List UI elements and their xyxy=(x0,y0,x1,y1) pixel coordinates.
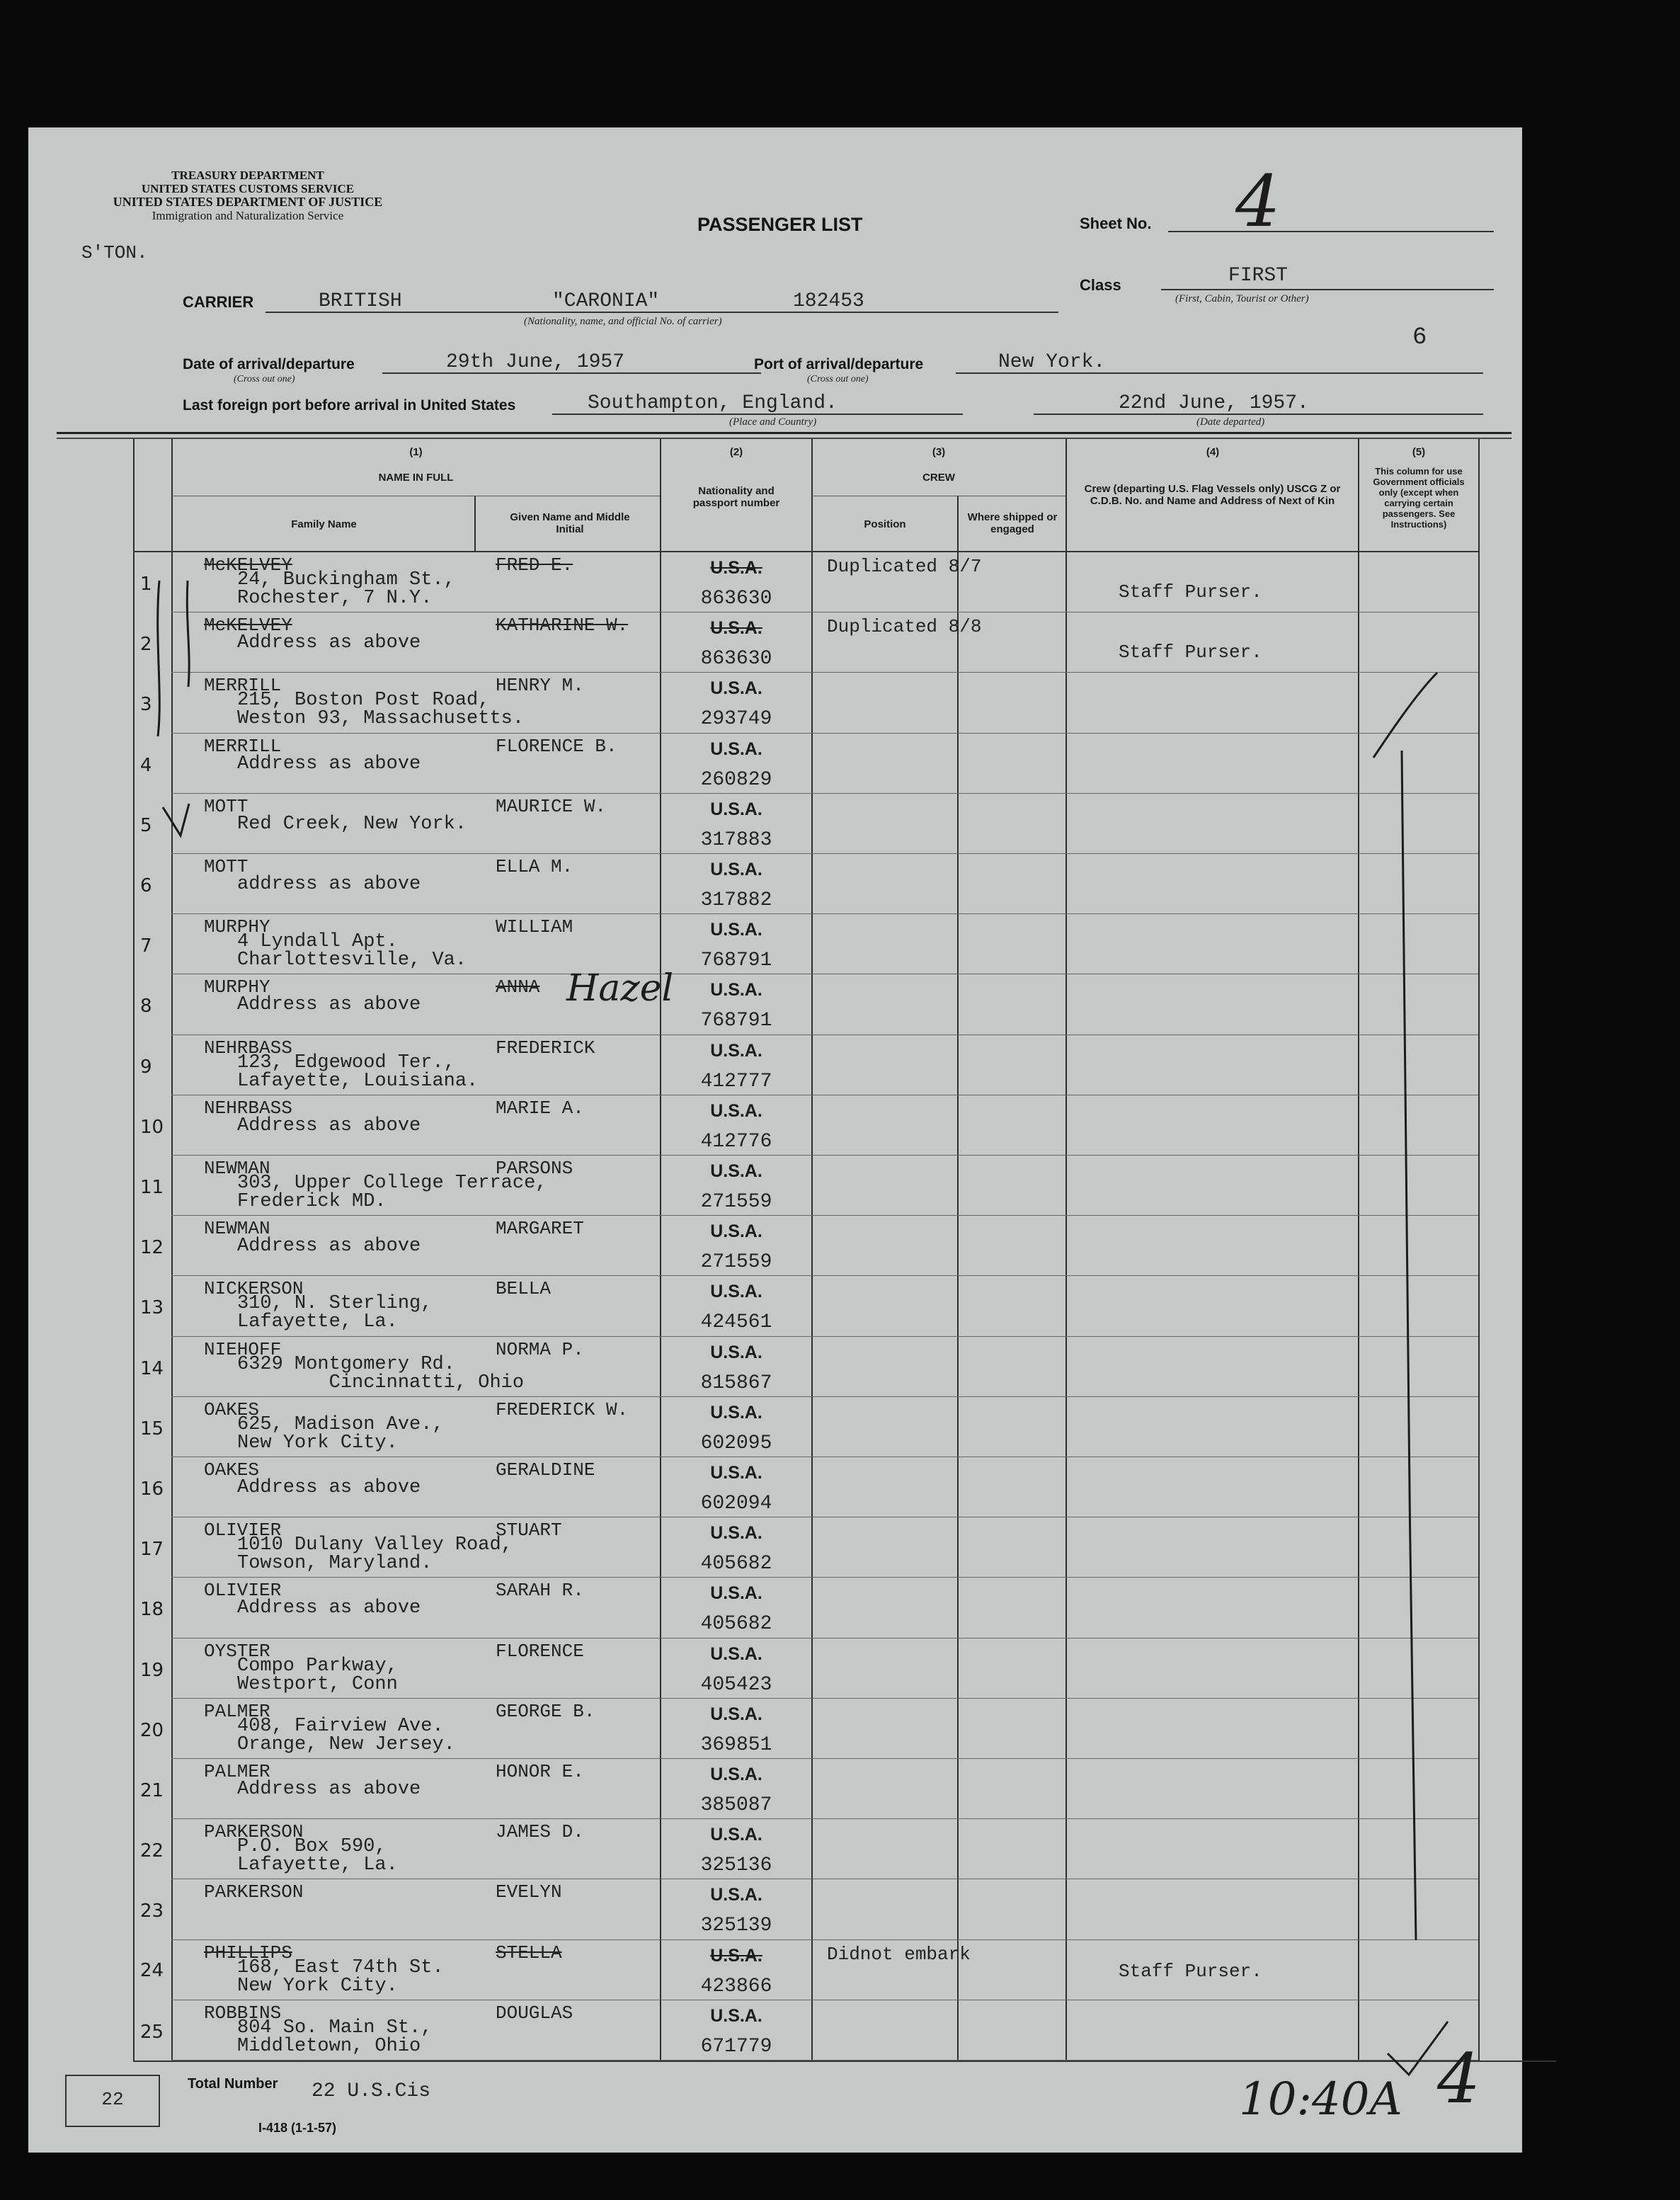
nationality: U.S.A. xyxy=(710,799,762,819)
address: Address as above xyxy=(237,1477,421,1498)
passport-number: 412777 xyxy=(700,1070,772,1093)
address: Address as above xyxy=(237,753,421,775)
given-name: MARIE A. xyxy=(496,1097,584,1119)
given-name: FLORENCE B. xyxy=(496,735,617,757)
nationality: U.S.A. xyxy=(710,1040,762,1061)
handwritten-marks xyxy=(28,127,1522,2153)
given-name: SARAH R. xyxy=(496,1580,584,1602)
family-name: NEHRBASS xyxy=(204,1097,292,1119)
col4-number: (4) xyxy=(1206,446,1220,458)
given-name: JAMES D. xyxy=(496,1821,584,1843)
total-label: Total Number xyxy=(188,2076,278,2092)
next-of-kin: Staff Purser. xyxy=(1119,642,1262,663)
passport-number: 405682 xyxy=(700,1613,772,1636)
given-name: BELLA xyxy=(496,1278,552,1300)
row-number: 20 xyxy=(140,1719,164,1741)
col3-position: Position xyxy=(864,518,906,530)
row-number: 22 xyxy=(140,1840,164,1862)
col3-title: CREW xyxy=(922,472,955,484)
family-name: MURPHY xyxy=(204,976,270,998)
dept-line-4: Immigration and Naturalization Service xyxy=(152,209,344,222)
nationality: U.S.A. xyxy=(710,1583,762,1604)
next-of-kin: Staff Purser. xyxy=(1119,581,1262,603)
family-name: MURPHY xyxy=(204,916,270,938)
nationality: U.S.A. xyxy=(710,1643,762,1664)
last-port-value: Southampton, England. xyxy=(588,392,838,414)
family-name: McKELVEY xyxy=(204,554,292,576)
crew-position: Didnot embark xyxy=(827,1943,971,1965)
dept-line-1: TREASURY DEPARTMENT xyxy=(171,169,324,182)
carrier-name: "CARONIA" xyxy=(552,290,660,312)
form-id: I-418 (1-1-57) xyxy=(258,2121,337,2135)
given-name: FLORENCE xyxy=(496,1640,584,1662)
col1-family: Family Name xyxy=(291,518,357,530)
nationality: U.S.A. xyxy=(710,618,762,639)
nationality: U.S.A. xyxy=(710,739,762,759)
address: 123, Edgewood Ter., Lafayette, Louisiana. xyxy=(237,1051,479,1092)
passport-number: 424561 xyxy=(700,1311,772,1334)
given-name: HONOR E. xyxy=(496,1761,584,1782)
nationality: U.S.A. xyxy=(710,1523,762,1544)
passport-number: 423866 xyxy=(700,1975,772,1997)
col2-title: Nationality and passport number xyxy=(692,485,780,509)
passport-number: 325136 xyxy=(700,1854,772,1877)
address: 310, N. Sterling, Lafayette, La. xyxy=(237,1293,433,1333)
nationality: U.S.A. xyxy=(710,1221,762,1242)
family-name: NICKERSON xyxy=(204,1278,304,1300)
family-name: NEWMAN xyxy=(204,1218,270,1240)
passport-number: 768791 xyxy=(700,950,772,972)
given-name: MARGARET xyxy=(496,1218,584,1240)
row-number: 10 xyxy=(140,1116,164,1138)
family-name: MERRILL xyxy=(204,735,282,757)
departed-value: 22nd June, 1957. xyxy=(1119,392,1309,414)
passport-number: 271559 xyxy=(700,1251,772,1274)
row-number: 13 xyxy=(140,1297,164,1319)
row-number: 24 xyxy=(140,1959,164,1981)
address: Address as above xyxy=(237,1597,421,1619)
port-stamp: S'TON. xyxy=(81,242,148,263)
row-number: 6 xyxy=(140,875,152,896)
address: Compo Parkway, Westport, Conn xyxy=(237,1655,398,1695)
nationality: U.S.A. xyxy=(710,1885,762,1905)
port-hint: (Cross out one) xyxy=(807,374,869,384)
passport-number: 260829 xyxy=(700,768,772,791)
family-name: McKELVEY xyxy=(204,615,292,637)
row-number: 4 xyxy=(140,754,152,776)
row-number: 21 xyxy=(140,1780,164,1801)
next-of-kin: Staff Purser. xyxy=(1119,1960,1262,1982)
date-value: 29th June, 1957 xyxy=(446,351,625,373)
address: 6329 Montgomery Rd. Cincinnatti, Ohio xyxy=(237,1353,525,1393)
family-name: OYSTER xyxy=(204,1640,270,1662)
row-number: 17 xyxy=(140,1539,164,1561)
row-number: 15 xyxy=(140,1418,164,1440)
address: 625, Madison Ave., New York City. xyxy=(237,1413,444,1454)
passport-number: 405423 xyxy=(700,1673,772,1696)
col1-number: (1) xyxy=(409,446,423,458)
port-value: New York. xyxy=(998,351,1106,373)
family-name: NEHRBASS xyxy=(204,1037,292,1059)
nationality: U.S.A. xyxy=(710,920,762,940)
address: Red Creek, New York. xyxy=(237,813,467,835)
address: 408, Fairview Ave. Orange, New Jersey. xyxy=(237,1715,455,1755)
given-name: NORMA P. xyxy=(496,1338,584,1360)
address: 215, Boston Post Road, Weston 93, Massachusetts. xyxy=(237,690,525,730)
nationality: U.S.A. xyxy=(710,1463,762,1483)
carrier-nationality: BRITISH xyxy=(319,290,402,312)
crew-position: Duplicated 8/7 xyxy=(827,556,982,577)
carrier-hint: (Nationality, name, and official No. of carrier) xyxy=(524,316,722,327)
col3-number: (3) xyxy=(932,446,946,458)
given-name: GEORGE B. xyxy=(496,1700,595,1722)
sheet-label: Sheet No. xyxy=(1080,215,1152,232)
passenger-list-sheet xyxy=(28,127,1522,2153)
departed-hint: (Date departed) xyxy=(1196,416,1265,428)
nationality: U.S.A. xyxy=(710,1765,762,1784)
address: Address as above xyxy=(237,632,421,654)
row-number: 7 xyxy=(140,935,152,957)
passport-number: 271559 xyxy=(700,1191,772,1213)
col1-given: Given Name and Middle Initial xyxy=(510,511,630,535)
family-name: PALMER xyxy=(204,1700,270,1722)
given-name: FREDERICK W. xyxy=(496,1398,629,1420)
family-name: OAKES xyxy=(204,1398,260,1420)
date-label: Date of arrival/departure xyxy=(183,356,355,372)
row-number: 12 xyxy=(140,1237,164,1259)
given-name: ANNA xyxy=(496,976,540,998)
address: 168, East 74th St. New York City. xyxy=(237,1956,444,1997)
last-port-hint: (Place and Country) xyxy=(729,416,817,428)
row-number: 3 xyxy=(140,694,152,716)
address: Address as above xyxy=(237,1779,421,1800)
col4-title: Crew (departing U.S. Flag Vessels only) USCG Z or C.D.B. No. and Name and Address of Next of Kin xyxy=(1084,483,1341,507)
given-name: PARSONS xyxy=(496,1158,573,1179)
family-name: OAKES xyxy=(204,1459,260,1481)
given-name: DOUGLAS xyxy=(496,2002,573,2024)
passport-number: 317882 xyxy=(700,889,772,911)
passport-number: 293749 xyxy=(700,708,772,731)
passport-number: 602094 xyxy=(700,1493,772,1515)
dept-line-3: UNITED STATES DEPARTMENT OF JUSTICE xyxy=(113,195,383,209)
nationality: U.S.A. xyxy=(710,1704,762,1724)
carrier-label: CARRIER xyxy=(183,293,254,311)
passport-number: 602095 xyxy=(700,1432,772,1454)
given-name: FREDERICK xyxy=(496,1037,595,1059)
nationality: U.S.A. xyxy=(710,1161,762,1181)
given-name: ELLA M. xyxy=(496,856,573,877)
given-name: STUART xyxy=(496,1520,562,1541)
col5-title: This column for use Government officials only (except when carrying certain passengers. See Instructions) xyxy=(1373,466,1465,530)
time-note: 10:40A xyxy=(1239,2073,1402,2126)
carrier-number: 182453 xyxy=(793,290,864,312)
given-name-correction: Hazel xyxy=(566,967,674,1010)
row-number: 8 xyxy=(140,996,152,1018)
passport-number: 405682 xyxy=(700,1553,772,1575)
col5-number: (5) xyxy=(1412,446,1426,458)
port-label: Port of arrival/departure xyxy=(754,356,924,372)
given-name: GERALDINE xyxy=(496,1459,595,1481)
given-name: HENRY M. xyxy=(496,675,584,697)
sheet-number: 4 xyxy=(1235,160,1281,243)
row-number: 5 xyxy=(140,814,152,836)
count-box-value: 22 xyxy=(101,2089,124,2110)
row-number: 18 xyxy=(140,1599,164,1621)
family-name: NIEHOFF xyxy=(204,1338,282,1360)
address: 303, Upper College Terrace, Frederick MD. xyxy=(237,1173,547,1212)
passport-number: 768791 xyxy=(700,1010,772,1032)
given-name: MAURICE W. xyxy=(496,795,607,817)
row-number: 25 xyxy=(140,2021,164,2043)
family-name: ROBBINS xyxy=(204,2002,282,2024)
row-number: 9 xyxy=(140,1056,152,1078)
nationality: U.S.A. xyxy=(710,1100,762,1121)
nationality: U.S.A. xyxy=(710,678,762,699)
col2-number: (2) xyxy=(729,446,743,458)
passport-number: 317883 xyxy=(700,828,772,851)
col1-title: NAME IN FULL xyxy=(378,472,454,484)
given-name: FRED E. xyxy=(496,554,573,576)
class-hint: (First, Cabin, Tourist or Other) xyxy=(1175,293,1309,304)
row-number: 14 xyxy=(140,1357,164,1379)
family-name: MOTT xyxy=(204,795,248,817)
passport-number: 671779 xyxy=(700,2035,772,2058)
family-name: PHILLIPS xyxy=(204,1942,292,1964)
given-name: KATHARINE W. xyxy=(496,615,629,637)
family-name: MERRILL xyxy=(204,675,282,697)
passport-number: 325139 xyxy=(700,1915,772,1937)
form-title: PASSENGER LIST xyxy=(697,214,863,235)
row-number: 23 xyxy=(140,1900,164,1922)
address: address as above xyxy=(237,874,421,895)
family-name: MOTT xyxy=(204,856,248,877)
nationality: U.S.A. xyxy=(710,1282,762,1302)
nationality: U.S.A. xyxy=(710,1402,762,1423)
family-name: PARKERSON xyxy=(204,1881,304,1903)
class-label: Class xyxy=(1080,276,1121,294)
col3-where: Where shipped or engaged xyxy=(967,511,1058,535)
passport-number: 863630 xyxy=(700,588,772,610)
given-name: STELLA xyxy=(496,1942,562,1964)
passport-number: 412776 xyxy=(700,1130,772,1153)
family-name: OLIVIER xyxy=(204,1580,282,1602)
address: P.O. Box 590, Lafayette, La. xyxy=(237,1836,398,1876)
address: Address as above xyxy=(237,1115,421,1136)
address: Address as above xyxy=(237,994,421,1016)
family-name: PALMER xyxy=(204,1761,270,1782)
row-number: 11 xyxy=(140,1177,164,1198)
nationality: U.S.A. xyxy=(710,2005,762,2026)
address: 4 Lyndall Apt. Charlottesville, Va. xyxy=(237,931,467,971)
nationality: U.S.A. xyxy=(710,1825,762,1845)
family-name: OLIVIER xyxy=(204,1520,282,1541)
nationality: U.S.A. xyxy=(710,1945,762,1966)
row-number: 1 xyxy=(140,574,152,595)
row-number: 19 xyxy=(140,1659,164,1681)
address: 1010 Dulany Valley Road, Towson, Maryland. xyxy=(237,1534,513,1575)
address: 804 So. Main St., Middletown, Ohio xyxy=(237,2017,433,2057)
passport-number: 815867 xyxy=(700,1372,772,1394)
nationality: U.S.A. xyxy=(710,980,762,1001)
passport-number: 385087 xyxy=(700,1794,772,1816)
passport-number: 369851 xyxy=(700,1733,772,1756)
address: Address as above xyxy=(237,1236,421,1258)
crew-position: Duplicated 8/8 xyxy=(827,616,982,638)
family-name: PARKERSON xyxy=(204,1821,304,1843)
row-number: 2 xyxy=(140,634,152,656)
row-number: 16 xyxy=(140,1478,164,1500)
family-name: NEWMAN xyxy=(204,1158,270,1179)
total-value: 22 U.S.Cis xyxy=(312,2080,431,2102)
dept-line-2: UNITED STATES CUSTOMS SERVICE xyxy=(141,182,355,195)
count-box xyxy=(65,2075,160,2127)
given-name: EVELYN xyxy=(496,1881,562,1903)
date-hint: (Cross out one) xyxy=(234,374,295,384)
page-mark: 4 xyxy=(1437,2039,1481,2119)
nationality: U.S.A. xyxy=(710,1342,762,1362)
given-name: WILLIAM xyxy=(496,916,573,938)
extra-number: 6 xyxy=(1412,324,1427,351)
class-value: FIRST xyxy=(1228,265,1288,287)
last-port-label: Last foreign port before arrival in United States xyxy=(183,397,516,414)
address: 24, Buckingham St., Rochester, 7 N.Y. xyxy=(237,569,455,609)
passport-number: 863630 xyxy=(700,648,772,671)
nationality: U.S.A. xyxy=(710,860,762,879)
nationality: U.S.A. xyxy=(710,558,762,578)
